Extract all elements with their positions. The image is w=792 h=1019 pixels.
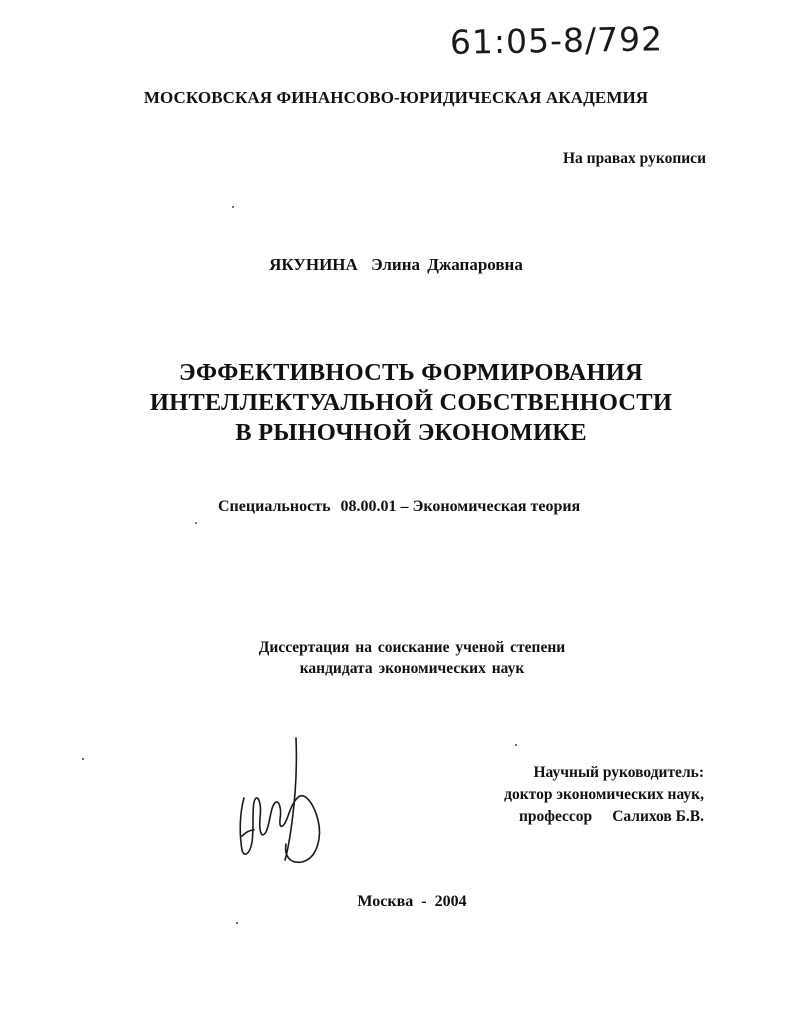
specialty-line bbox=[218, 498, 580, 516]
specialty-label: Специальность bbox=[218, 498, 331, 515]
author-name bbox=[0, 255, 792, 275]
specialty-name: – Экономическая теория bbox=[400, 498, 581, 515]
title-line: ИНТЕЛЛЕКТУАЛЬНОЙ СОБСТВЕННОСТИ bbox=[149, 389, 673, 416]
author-surname: ЯКУНИНА bbox=[269, 255, 358, 274]
supervisor-name: Салихов Б.В. bbox=[612, 808, 704, 825]
manuscript-rights-note: На правах рукописи bbox=[562, 150, 706, 167]
scan-speck bbox=[82, 758, 84, 760]
handwritten-archive-number bbox=[0, 14, 792, 64]
supervisor-degree: доктор экономических наук, bbox=[504, 786, 704, 803]
dissertation-title bbox=[0, 358, 792, 448]
handwritten-signature bbox=[230, 732, 330, 872]
scan-speck bbox=[232, 206, 234, 208]
city-year: Москва - 2004 bbox=[357, 893, 467, 910]
supervisor-rank: профессор bbox=[518, 808, 593, 825]
scan-speck bbox=[195, 522, 197, 524]
academy-name: МОСКОВСКАЯ ФИНАНСОВО-ЮРИДИЧЕСКАЯ АКАДЕМИЯ bbox=[143, 88, 649, 107]
thesis-degree bbox=[0, 637, 792, 679]
scan-speck bbox=[236, 922, 238, 924]
supervisor-rank-name bbox=[504, 806, 704, 828]
title-line: В РЫНОЧНОЙ ЭКОНОМИКЕ bbox=[235, 419, 587, 446]
thesis-line: кандидата экономических наук bbox=[299, 660, 525, 677]
title-line: ЭФФЕКТИВНОСТЬ ФОРМИРОВАНИЯ bbox=[179, 359, 643, 386]
thesis-line: Диссертация на соискание ученой степени bbox=[258, 639, 566, 656]
supervisor-role: Научный руководитель: bbox=[533, 764, 704, 781]
specialty-code: 08.00.01 bbox=[340, 498, 397, 515]
author-given-names: Элина Джапаровна bbox=[371, 255, 523, 274]
scan-speck bbox=[515, 744, 517, 746]
archive-number-text: 61:05-8/792 bbox=[449, 19, 664, 62]
supervisor-block bbox=[504, 762, 704, 828]
